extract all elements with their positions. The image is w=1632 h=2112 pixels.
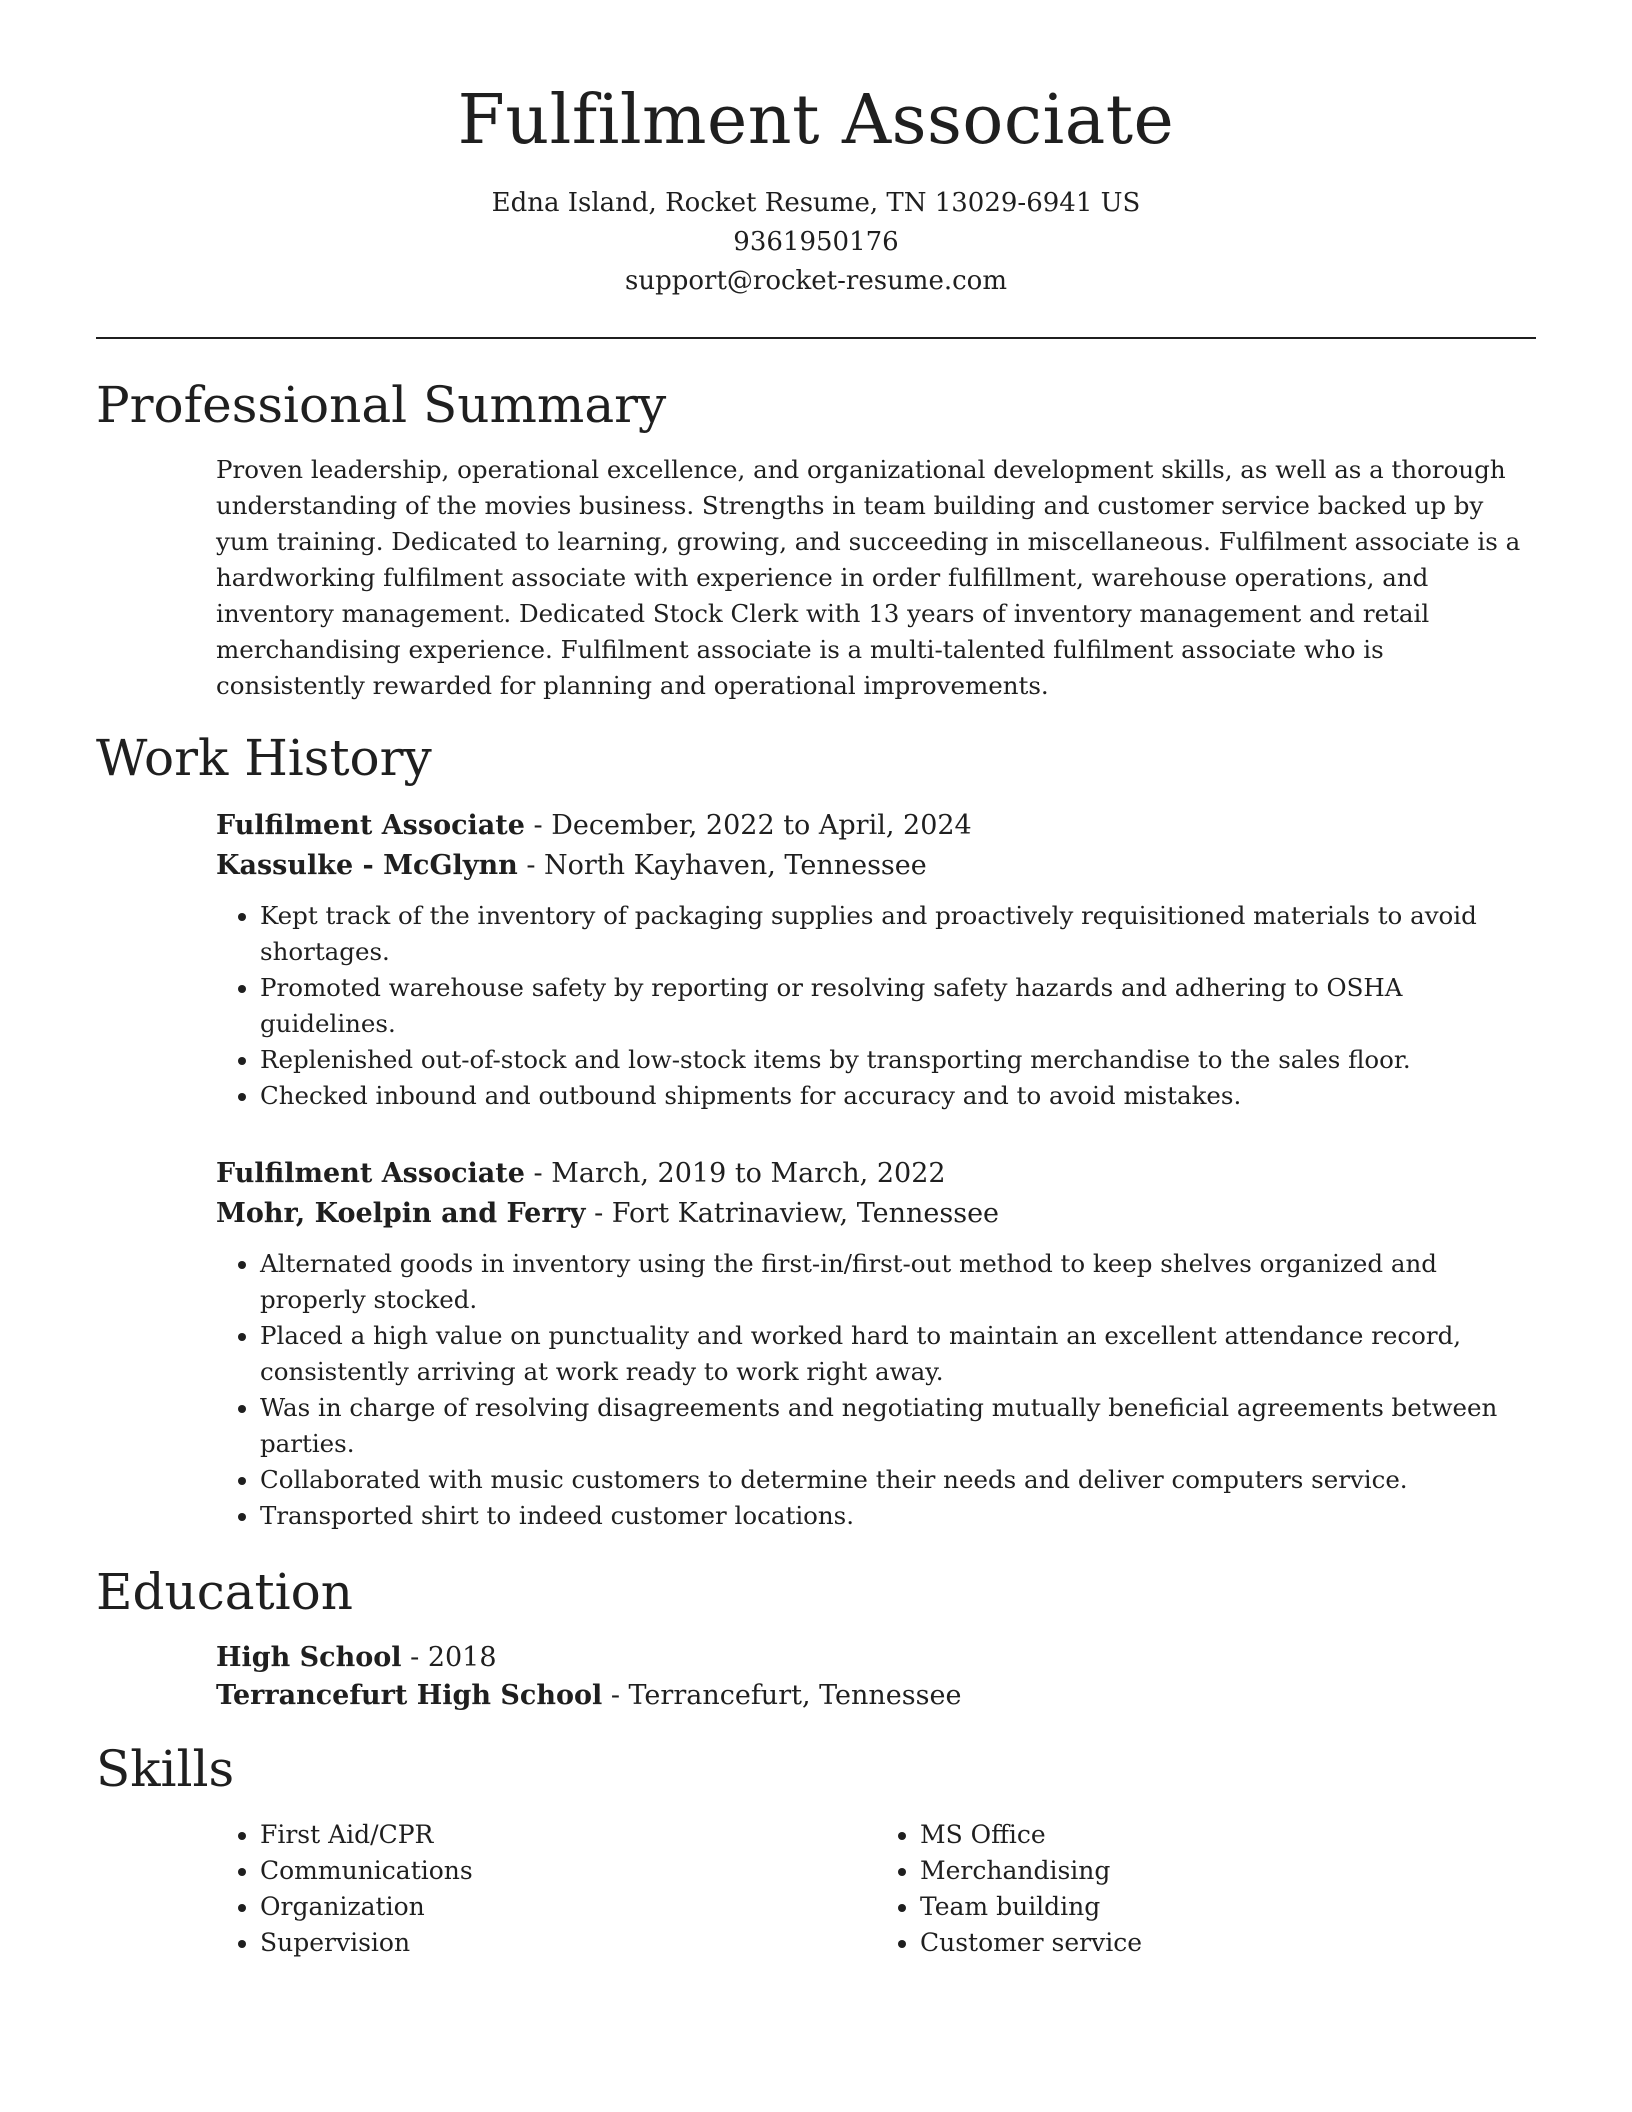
skill-item: • Organization xyxy=(260,1889,876,1925)
job-bullet: • Replenished out-of-stock and low-stock items by transporting merchandise to the sales floor. xyxy=(260,1042,1536,1078)
work-history-section xyxy=(96,730,1536,1534)
education-school-line xyxy=(216,1677,1536,1715)
skill-item: • Team building xyxy=(920,1889,1536,1925)
job-company-line xyxy=(216,846,1536,886)
skill-item: • Supervision xyxy=(260,1925,876,1961)
work-history-heading: Work History xyxy=(96,729,432,788)
summary-heading: Professional Summary xyxy=(96,375,667,434)
job-bullets xyxy=(216,1246,1536,1534)
education-degree-line xyxy=(216,1639,1536,1677)
summary-body xyxy=(216,452,1536,704)
skills-section xyxy=(96,1741,1536,1961)
education-school: Terrancefurt High School xyxy=(216,1680,603,1712)
job-title-line xyxy=(216,1154,1536,1194)
job-company: Kassulke - McGlynn xyxy=(216,849,518,881)
contact-phone: 9361950176 xyxy=(733,226,899,257)
skills-body xyxy=(216,1817,1536,1961)
skills-column-left xyxy=(216,1817,876,1961)
education-degree: High School xyxy=(216,1642,402,1674)
job-company-line xyxy=(216,1194,1536,1234)
contact-address: Edna Island, Rocket Resume, TN 13029-6941 US xyxy=(491,187,1141,218)
job-bullet: • Was in charge of resolving disagreements and negotiating mutually beneficial agreements between parties. xyxy=(260,1390,1536,1462)
skill-item: • Merchandising xyxy=(920,1853,1536,1889)
skills-column-right xyxy=(876,1817,1536,1961)
skill-item: • Customer service xyxy=(920,1925,1536,1961)
education-heading: Education xyxy=(96,1562,353,1621)
job-bullet: • Placed a high value on punctuality and worked hard to maintain an excellent attendance record, consistently arriving at work ready to work right away. xyxy=(260,1318,1536,1390)
job-dates: - March, 2019 to March, 2022 xyxy=(524,1157,946,1189)
job-bullet: • Transported shirt to indeed customer locations. xyxy=(260,1498,1536,1534)
job-bullet: • Alternated goods in inventory using the first-in/first-out method to keep shelves organized and properly stocked. xyxy=(260,1246,1536,1318)
resume-title: Fulfilment Associate xyxy=(457,81,1175,160)
job-bullets xyxy=(216,898,1536,1114)
work-history-body xyxy=(216,806,1536,1534)
job-bullet: • Collaborated with music customers to determine their needs and deliver computers service. xyxy=(260,1462,1536,1498)
job-title: Fulfilment Associate xyxy=(216,1157,525,1189)
education-location: - Terrancefurt, Tennessee xyxy=(602,1680,962,1712)
section-spacer xyxy=(96,1715,1536,1741)
job-dates: - December, 2022 to April, 2024 xyxy=(524,809,972,841)
summary-text: Proven leadership, operational excellence, and organizational development skills, as well as a thorough understanding of the movies business. Strengths in team building and customer service backed up by yum training. Dedicated to learning, growing, and succeeding in miscellaneous. Fulfilment associate is a hardworking fulfilment associate with experience in order fulfillment, warehouse operations, and inventory management. Dedicated Stock Clerk with 13 years of inventory management and retail merchandising experience. Fulfilment associate is a multi-talented fulfilment associate who is consistently rewarded for planning and operational improvements. xyxy=(216,455,1521,701)
summary-section xyxy=(96,377,1536,705)
header-divider xyxy=(96,337,1536,339)
education-year: - 2018 xyxy=(401,1642,497,1674)
job-bullet: • Checked inbound and outbound shipments for accuracy and to avoid mistakes. xyxy=(260,1078,1536,1114)
skill-item: • MS Office xyxy=(920,1817,1536,1853)
job-title-line xyxy=(216,806,1536,846)
resume-header xyxy=(96,80,1536,301)
skills-grid xyxy=(216,1817,1536,1961)
job-title: Fulfilment Associate xyxy=(216,809,525,841)
skill-item: • First Aid/CPR xyxy=(260,1817,876,1853)
job-bullet: • Kept track of the inventory of packaging supplies and proactively requisitioned materials to avoid shortages. xyxy=(260,898,1536,970)
job-location: - North Kayhaven, Tennessee xyxy=(517,849,927,881)
job-entry xyxy=(216,806,1536,1114)
job-location: - Fort Katrinaview, Tennessee xyxy=(585,1197,1000,1229)
education-body xyxy=(216,1639,1536,1715)
job-entry xyxy=(216,1154,1536,1534)
job-company: Mohr, Koelpin and Ferry xyxy=(216,1197,586,1229)
contact-email: support@rocket-resume.com xyxy=(624,265,1007,296)
skill-item: • Communications xyxy=(260,1853,876,1889)
job-bullet: • Promoted warehouse safety by reporting or resolving safety hazards and adhering to OSHA guidelines. xyxy=(260,970,1536,1042)
education-section xyxy=(96,1564,1536,1716)
skills-heading: Skills xyxy=(96,1740,235,1799)
